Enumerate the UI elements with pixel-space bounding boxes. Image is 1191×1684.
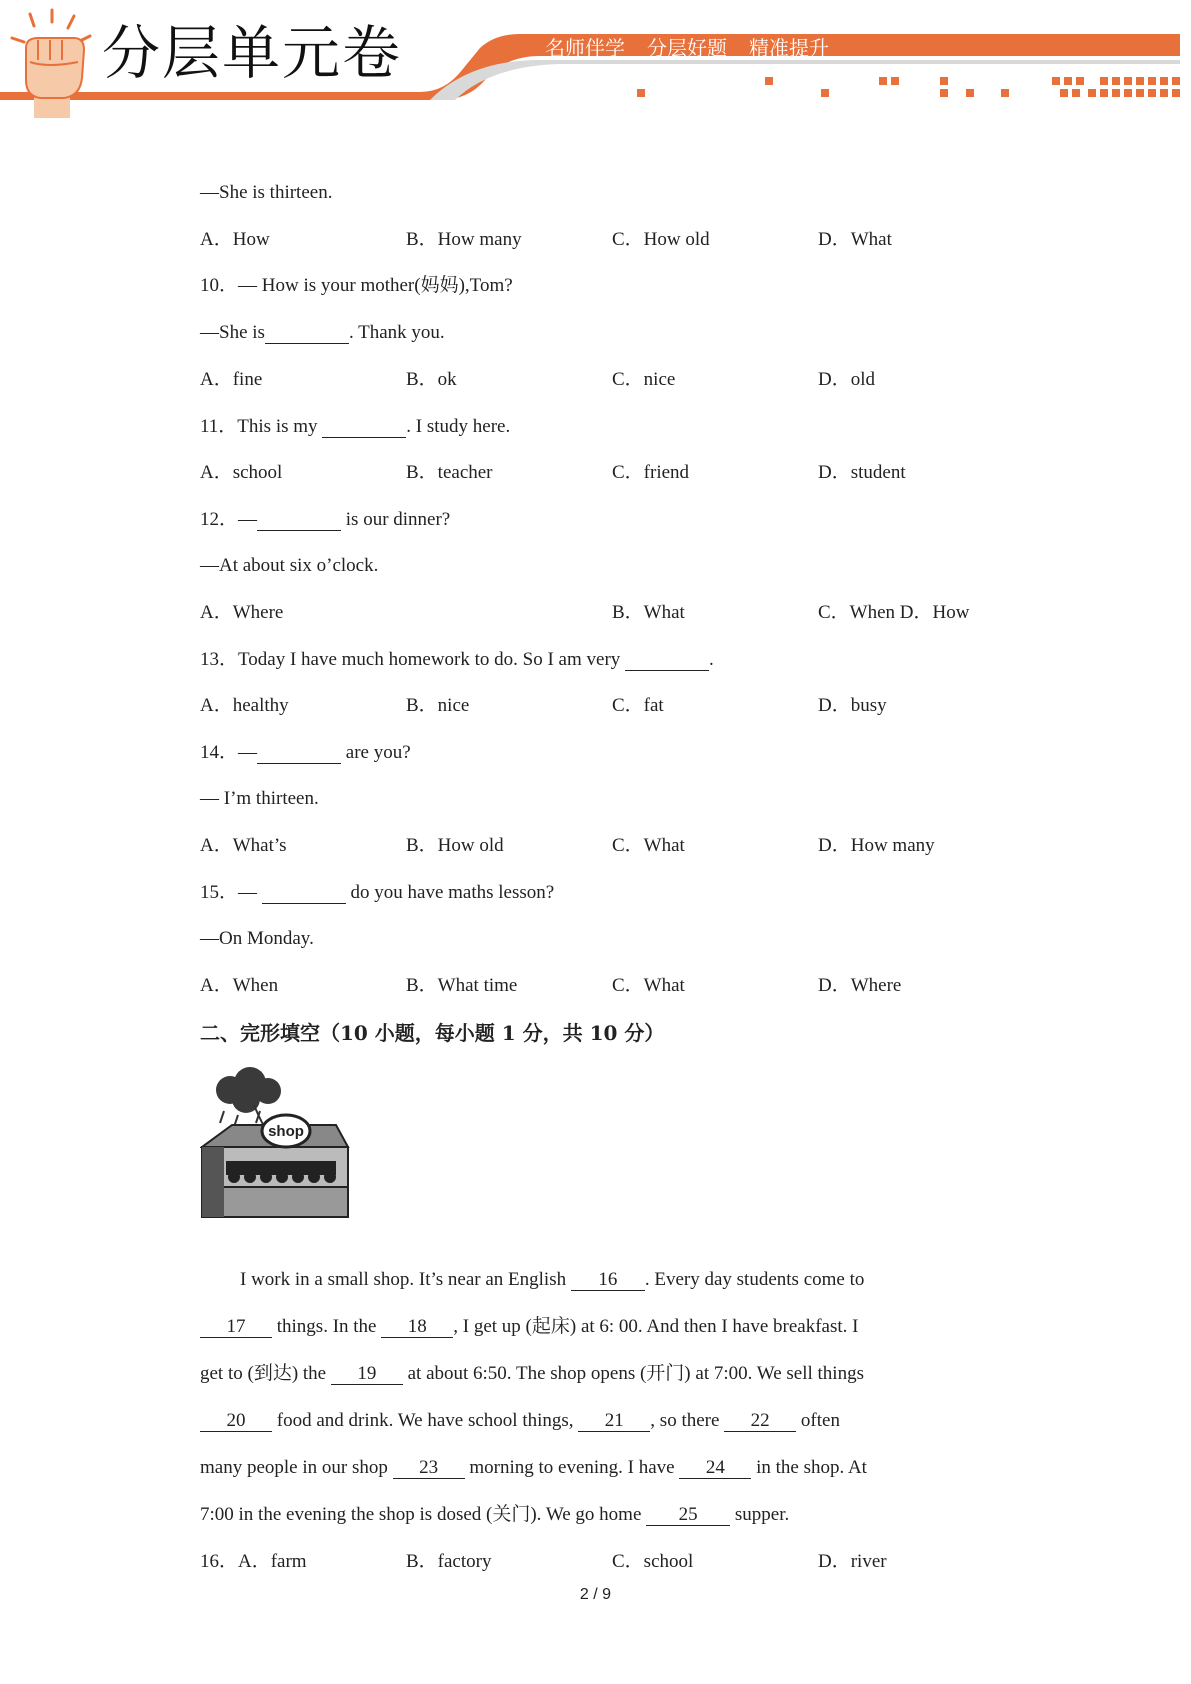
q16-option-c[interactable]: C．school [612,1551,694,1572]
shop-sign-text: shop [268,1123,304,1140]
q10-question: 10．— How is your mother(妈妈),Tom? [200,275,513,296]
q9-answer: —She is thirteen. [200,182,333,203]
blank-20[interactable]: 20 [200,1411,272,1432]
passage-text: 7:00 in the evening the shop is dosed (关门). We go home [200,1504,647,1525]
q9-option-b[interactable]: B．How many [406,229,522,250]
fist-logo-icon [8,8,98,123]
q13-post: . [709,649,714,670]
q13-pre: 13．Today I have much homework to do. So I am very [200,649,626,670]
blank-18[interactable]: 18 [381,1317,453,1338]
q12-blank[interactable] [257,510,341,531]
q15-pre: 15．— [200,882,262,903]
slogan-item: 名师伴学 [545,36,625,60]
q14-option-a[interactable]: A．What’s [200,835,287,856]
q14-answer: — I’m thirteen. [200,788,319,809]
passage-text: , so there [650,1410,725,1431]
q15-answer: —On Monday. [200,928,314,949]
passage-text: in the shop. At [751,1457,867,1478]
q10-option-d[interactable]: D．old [818,369,876,390]
passage-text: get to (到达) the [200,1363,331,1384]
q11-option-d[interactable]: D．student [818,462,906,483]
q11-blank[interactable] [322,417,406,438]
passage-text: at about 6:50. The shop opens (开门) at 7:00. We sell things [402,1363,864,1384]
q9-option-a[interactable]: A．How [200,229,270,250]
passage-text: things. In the [272,1316,382,1337]
passage-text: food and drink. We have school things, [272,1410,579,1431]
blank-17[interactable]: 17 [200,1317,272,1338]
q13-option-d[interactable]: D．busy [818,695,887,716]
shop-illustration [200,1065,350,1225]
blank-22[interactable]: 22 [724,1411,796,1432]
blank-21[interactable]: 21 [578,1411,650,1432]
q14-post: are you? [341,742,411,763]
slogan-item: 精准提升 [749,36,829,60]
q15-option-a[interactable]: A．When [200,975,279,996]
q14-option-b[interactable]: B．How old [406,835,504,856]
q14-option-c[interactable]: C．What [612,835,685,856]
blank-24[interactable]: 24 [679,1458,751,1479]
q16-option-d[interactable]: D．river [818,1551,887,1572]
q16-option-a[interactable]: 16．A．farm [200,1551,307,1572]
q10-answer-post: . Thank you. [348,322,445,343]
passage-line-1 [240,1268,864,1292]
page-number: 2 / 9 [579,1586,612,1603]
q11-option-c[interactable]: C．friend [612,462,690,483]
blank-19[interactable]: 19 [331,1364,403,1385]
passage-line-3 [200,1362,864,1386]
q15-option-b[interactable]: B．What time [406,975,518,996]
slogan-item: 分层好题 [647,36,727,60]
q10-option-c[interactable]: C．nice [612,369,676,390]
q11-pre: 11．This is my [200,416,323,437]
passage-text: . Every day students come to [644,1269,865,1290]
q12-pre: 12．— [200,509,258,530]
q9-option-d[interactable]: D．What [818,229,892,250]
blank-16[interactable]: 16 [571,1270,645,1291]
q15-option-c[interactable]: C．What [612,975,685,996]
brand-title: 分层单元卷 [102,19,403,87]
q15-blank[interactable] [262,883,346,904]
blank-23[interactable]: 23 [393,1458,465,1479]
section-title: 二、完形填空（10 小题，每小题 1 分，共 10 分） [200,1021,665,1045]
q13-option-c[interactable]: C．fat [612,695,664,716]
q16-option-b[interactable]: B．factory [406,1551,492,1572]
passage-text: many people in our shop [200,1457,393,1478]
q12-option-a[interactable]: A．Where [200,602,284,623]
q13-option-a[interactable]: A．healthy [200,695,289,716]
passage-text: , I get up (起床) at 6: 00. And then I have breakfast. I [453,1316,859,1337]
passage-text: often [796,1410,840,1431]
passage-text: supper. [730,1504,790,1525]
q11-question [200,415,510,439]
page-header [0,0,1191,120]
q10-option-a[interactable]: A．fine [200,369,263,390]
passage-text: morning to evening. I have [464,1457,680,1478]
q12-question [200,508,450,532]
q12-answer: —At about six o’clock. [200,555,379,576]
q11-option-b[interactable]: B．teacher [406,462,493,483]
blank-25[interactable]: 25 [646,1505,730,1526]
passage-line-5 [200,1456,867,1480]
q14-option-d[interactable]: D．How many [818,835,935,856]
q13-option-b[interactable]: B．nice [406,695,470,716]
slogan [545,36,829,60]
passage-line-6 [200,1503,789,1527]
q11-post: . I study here. [406,416,511,437]
q10-answer [200,321,445,345]
q12-option-b[interactable]: B．What [612,602,685,623]
passage-line-4 [200,1409,840,1433]
passage-text: I work in a small shop. It’s near an English [240,1269,571,1290]
q10-blank[interactable] [265,323,349,344]
q13-question [200,648,714,672]
q15-post: do you have maths lesson? [345,882,555,903]
q11-option-a[interactable]: A．school [200,462,283,483]
q10-option-b[interactable]: B．ok [406,369,457,390]
q14-pre: 14．— [200,742,258,763]
passage-line-2 [200,1315,858,1339]
q14-question [200,741,411,765]
q13-blank[interactable] [625,650,709,671]
q10-answer-pre: —She is [200,322,265,343]
q14-blank[interactable] [257,743,341,764]
q12-option-cd[interactable]: C．When D．How [818,602,970,623]
q12-post: is our dinner? [341,509,451,530]
q15-question [200,881,554,905]
q9-option-c[interactable]: C．How old [612,229,710,250]
q15-option-d[interactable]: D．Where [818,975,902,996]
